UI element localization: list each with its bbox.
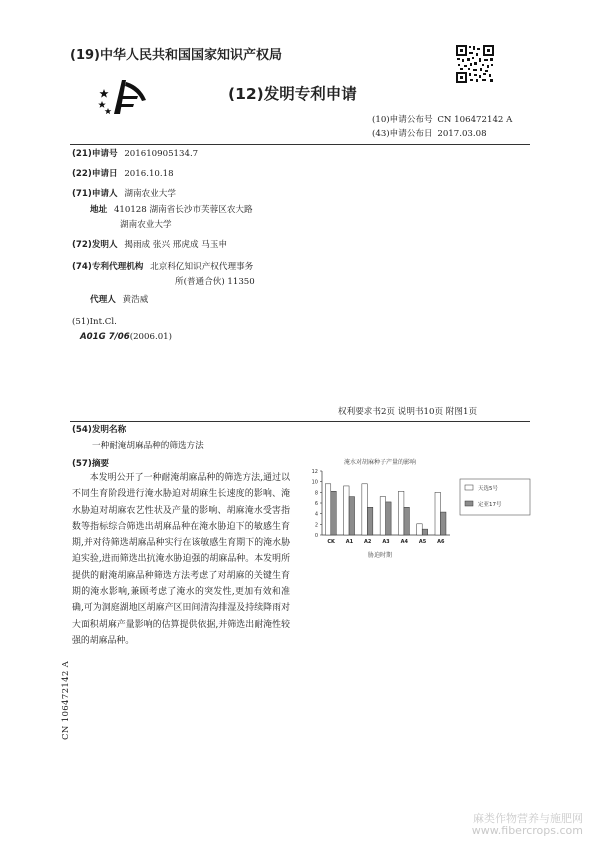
intcl-label: (51)Int.Cl. — [72, 317, 117, 327]
pub-no-label: (10)申请公布号 — [372, 115, 433, 125]
bar — [331, 491, 336, 535]
pub-date-line — [372, 128, 487, 141]
pub-no: CN 106472142 A — [437, 115, 513, 125]
inventor-label: (72)发明人 — [72, 240, 118, 250]
y-tick-label: 8 — [314, 490, 318, 497]
y-tick-label: 2 — [314, 522, 318, 529]
invention-title: 一种耐淹胡麻品种的筛选方法 — [92, 441, 204, 451]
legend-swatch — [465, 485, 473, 490]
y-tick-label: 6 — [314, 501, 318, 507]
watermark-line2: www.fibercrops.com — [471, 824, 583, 837]
x-tick-label: A3 — [382, 539, 390, 545]
page-counts: 权利要求书2页 说明书10页 附图1页 — [338, 407, 478, 417]
chart-xlabel: 胁迫时期 — [367, 552, 393, 559]
abstract-label: (57)摘要 — [72, 459, 110, 469]
pub-date-label: (43)申请公布日 — [372, 129, 433, 139]
applicant-line — [72, 188, 176, 201]
legend-label: 天选5号 — [478, 486, 498, 492]
x-tick-label: A1 — [345, 539, 354, 545]
bar — [440, 512, 445, 535]
applicant-label: (71)申请人 — [72, 189, 118, 199]
bar — [362, 484, 367, 535]
agency-line2: 所(普通合伙) 11350 — [175, 277, 255, 287]
x-tick-label: CK — [327, 539, 335, 545]
agency-line — [72, 261, 253, 274]
yield-chart — [300, 455, 535, 565]
app-date-label: (22)申请日 — [72, 169, 118, 179]
bar — [386, 502, 391, 535]
intcl-line — [80, 331, 172, 344]
office-name-text: 中华人民共和国国家知识产权局 — [99, 48, 282, 63]
agent: 黄浩威 — [122, 295, 149, 305]
address-line — [90, 204, 253, 217]
x-tick-label: A4 — [400, 539, 408, 545]
legend-label: 定亚17号 — [478, 502, 502, 508]
title-label: (54)发明名称 — [72, 425, 127, 435]
bar — [398, 491, 403, 535]
x-tick-label: A2 — [364, 539, 372, 545]
app-no-line — [72, 148, 198, 161]
applicant: 湖南农业大学 — [124, 189, 176, 199]
agency-line1: 北京科亿知识产权代理事务 — [150, 262, 254, 272]
doc-type-text: 发明专利申请 — [263, 85, 357, 103]
app-date-line — [72, 168, 174, 181]
pub-no-line — [372, 114, 512, 127]
agency-label: (74)专利代理机构 — [72, 262, 144, 272]
y-tick-label: 10 — [311, 479, 318, 486]
bar — [417, 524, 422, 535]
y-tick-label: 4 — [314, 511, 318, 518]
bar — [344, 486, 349, 535]
intcl-code: A01G 7/06 — [80, 332, 130, 342]
bar — [367, 507, 372, 535]
legend-swatch — [465, 501, 473, 506]
app-date: 2016.10.18 — [124, 169, 174, 179]
inventor-line — [72, 239, 227, 252]
app-no: 201610905134.7 — [124, 149, 199, 159]
bar — [404, 507, 409, 535]
agent-line — [90, 294, 148, 307]
address-label: 地址 — [90, 205, 108, 215]
x-tick-label: A5 — [418, 539, 427, 545]
header-divider — [70, 144, 530, 145]
legend-box — [460, 479, 530, 515]
bar — [325, 484, 330, 535]
counts-divider — [70, 421, 530, 422]
bar — [349, 497, 354, 535]
x-tick-label: A6 — [437, 539, 445, 545]
y-tick-label: 0 — [314, 533, 318, 539]
bar — [422, 529, 427, 535]
app-no-label: (21)申请号 — [72, 149, 118, 159]
abstract-text: 本发明公开了一种耐淹胡麻品种的筛选方法,通过以不同生育阶段进行淹水胁迫对胡麻生长速度的影响、淹水胁迫对胡麻农艺性状及产量的影响、胡麻淹水受害指数等指标综合筛选出胡麻品种在淹水胁迫下的敏感生育期,并对待筛选胡麻品种实行在该敏感生育期下的淹水胁迫实验,进而筛选出抗淹水胁迫强的胡麻品种。本发明所提供的耐淹胡麻品种筛选方法考虑了对胡麻的关键生育期的淹水影响,兼顾考虑了淹水的突发性,更加有效和准确,可为洞庭湖地区胡麻产区田间清沟排湿及持续降雨对大面积胡麻产量影响的估算提供依据,并筛选出耐淹性较强的胡麻品种。 — [72, 473, 290, 646]
chart-title: 淹水对胡麻种子产量的影响 — [343, 459, 417, 466]
watermark-line1: 麻类作物营养与施肥网 — [473, 812, 583, 825]
y-tick-label: 12 — [311, 469, 318, 475]
intcl-version: (2006.01) — [129, 332, 172, 342]
chart-svg — [300, 455, 535, 565]
side-pub-no: CN 106472142 A — [61, 660, 71, 740]
bar — [435, 492, 440, 535]
qr-code — [455, 44, 495, 84]
pub-date: 2017.03.08 — [437, 129, 487, 139]
doc-type-code: (12) — [228, 85, 264, 103]
office-name — [70, 44, 282, 63]
doc-type — [228, 82, 357, 104]
cnipa-logo — [96, 74, 152, 120]
abstract — [72, 470, 290, 649]
inventors: 揭雨成 张兴 邢虎成 马玉申 — [124, 240, 228, 250]
address-line1: 410128 湖南省长沙市芙蓉区农大路 — [113, 205, 253, 215]
office-code: (19) — [70, 48, 100, 63]
agent-label: 代理人 — [90, 295, 116, 305]
address-line2: 湖南农业大学 — [120, 220, 172, 230]
bar — [380, 497, 385, 535]
